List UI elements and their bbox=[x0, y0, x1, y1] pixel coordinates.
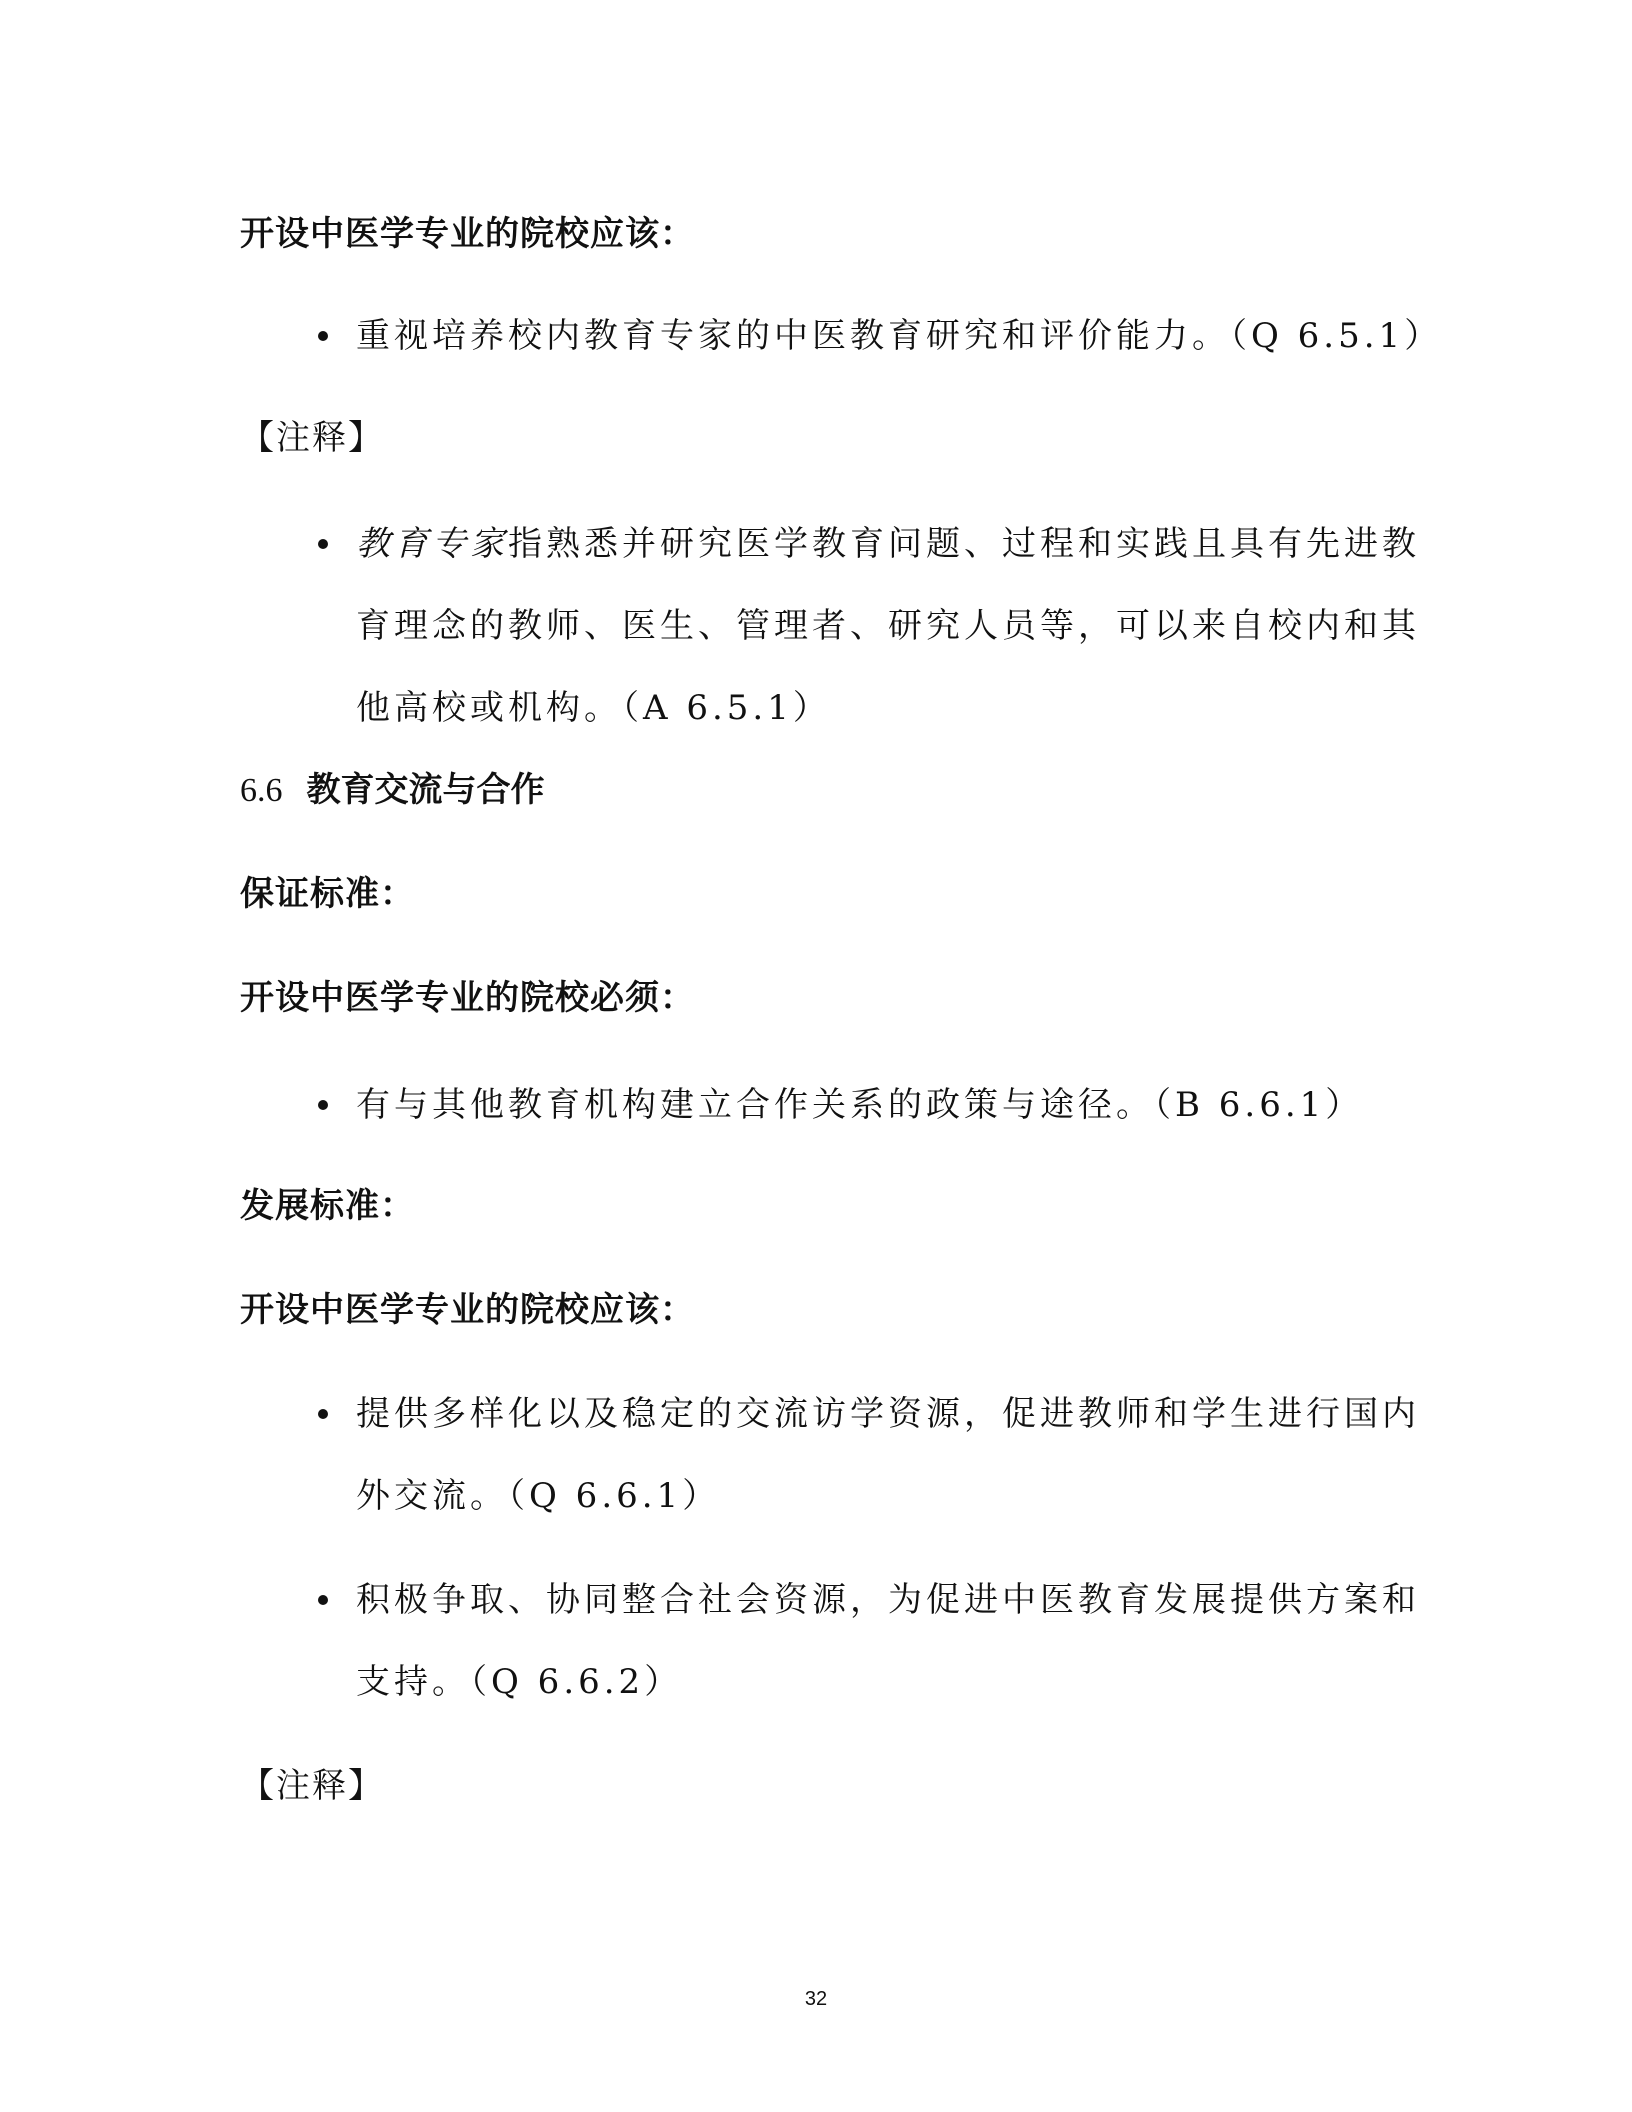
bullet-icon bbox=[318, 1595, 328, 1605]
heading-should-2: 开设中医学专业的院校应该： bbox=[240, 1290, 695, 1330]
bullet-icon bbox=[318, 539, 328, 549]
italic-term: 教育专家 bbox=[356, 524, 508, 564]
item-q651: 重视培养校内教育专家的中医教育研究和评价能力。（Q 6.5.1） bbox=[356, 316, 1443, 356]
item-q662-line1: 积极争取、协同整合社会资源，为促进中医教育发展提供方案和 bbox=[356, 1580, 1420, 1620]
section-heading bbox=[240, 770, 545, 811]
item-q661-line2: 外交流。（Q 6.6.1） bbox=[356, 1476, 721, 1516]
heading-should-1: 开设中医学专业的院校应该： bbox=[240, 214, 695, 254]
assurance-label: 保证标准： bbox=[240, 874, 415, 914]
note-a651-line1-rest: 指熟悉并研究医学教育问题、过程和实践且具有先进教 bbox=[508, 524, 1420, 564]
item-b661: 有与其他教育机构建立合作关系的政策与途径。（B 6.6.1） bbox=[356, 1085, 1364, 1125]
section-title: 教育交流与合作 bbox=[306, 770, 545, 810]
note-label-1: 【注释】 bbox=[240, 418, 384, 458]
item-q661-line1: 提供多样化以及稳定的交流访学资源，促进教师和学生进行国内 bbox=[356, 1394, 1420, 1434]
item-q662-line2: 支持。（Q 6.6.2） bbox=[356, 1662, 683, 1702]
development-label: 发展标准： bbox=[240, 1186, 415, 1226]
note-a651-line3: 他高校或机构。（A 6.5.1） bbox=[356, 688, 831, 728]
heading-must: 开设中医学专业的院校必须： bbox=[240, 978, 695, 1018]
note-a651-line2: 育理念的教师、医生、管理者、研究人员等，可以来自校内和其 bbox=[356, 606, 1420, 646]
page-number: 32 bbox=[804, 1988, 828, 2010]
bullet-icon bbox=[318, 1100, 328, 1110]
bullet-icon bbox=[318, 1409, 328, 1419]
bullet-icon bbox=[318, 331, 328, 341]
note-a651-line1 bbox=[356, 524, 1420, 564]
section-number: 6.6 bbox=[240, 772, 283, 809]
note-label-2: 【注释】 bbox=[240, 1766, 384, 1806]
